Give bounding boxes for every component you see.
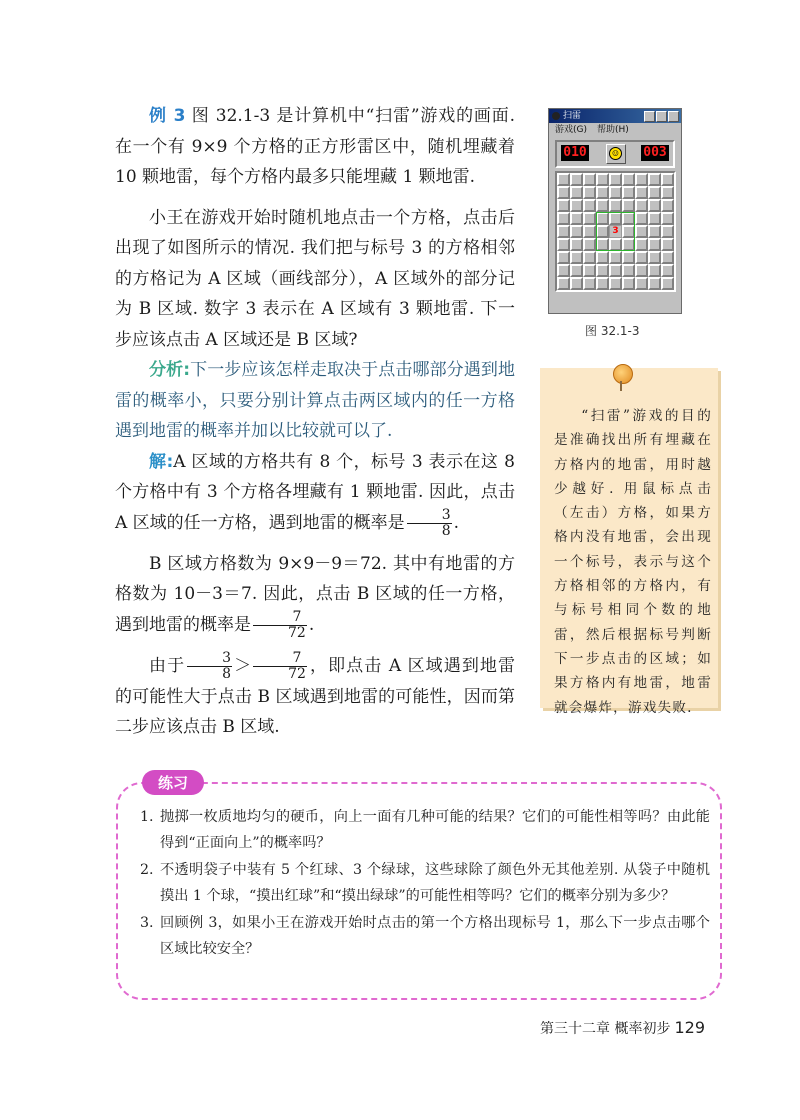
chapter-title: 第三十二章 概率初步 — [540, 1021, 671, 1037]
mine-cell — [635, 225, 648, 238]
maximize-icon — [656, 111, 667, 122]
exercise-item: 1. 抛掷一枚质地均匀的硬币，向上一面有几种可能的结果？它们的可能性相等吗？由此能得到“正面向上”的概率吗？ — [140, 809, 710, 851]
menu-game: 游戏(G) — [555, 125, 587, 135]
mine-cell — [557, 199, 570, 212]
mine-cell — [583, 186, 596, 199]
exercise-label: 练习 — [142, 770, 204, 795]
mine-cell — [622, 225, 635, 238]
mine-cell — [609, 173, 622, 186]
mine-cell — [570, 238, 583, 251]
timer: 003 — [641, 145, 669, 161]
mine-cell — [570, 225, 583, 238]
mine-cell — [596, 225, 609, 238]
mine-cell — [583, 199, 596, 212]
mine-cell — [661, 199, 674, 212]
mine-icon — [552, 112, 560, 120]
revealed-cell: 3 — [609, 225, 622, 238]
mine-cell — [635, 212, 648, 225]
mine-cell — [570, 277, 583, 290]
mine-cell — [622, 264, 635, 277]
mine-cell — [570, 251, 583, 264]
mine-cell — [648, 186, 661, 199]
mine-cell — [622, 173, 635, 186]
mine-cell — [583, 173, 596, 186]
mine-cell — [557, 251, 570, 264]
mine-field — [555, 171, 676, 292]
exercise-box — [116, 774, 722, 1000]
mine-cell — [661, 251, 674, 264]
side-note — [540, 368, 718, 716]
smiley-button — [606, 144, 626, 164]
mine-cell — [609, 264, 622, 277]
solution-a: 解:A 区域的方格共有 8 个，标号 3 表示在这 8 个方格中有 3 个方格各埋藏有 1 颗地雷. 因此，点击 A 区域的任一方格，遇到地雷的概率是 $\frac{3}{8}$ . — [115, 451, 515, 539]
menu-bar — [549, 123, 681, 137]
mine-cell — [635, 251, 648, 264]
mine-cell — [635, 199, 648, 212]
analysis-paragraph — [115, 355, 515, 447]
mine-cell — [661, 277, 674, 290]
example-scenario: 小王在游戏开始时随机地点击一个方格，点击后出现了如图所示的情况. 我们把与标号 3 的方格相邻的方格记为 A 区域（画线部分），A 区域外的部分记为 B 区域. 数字 3 表示在 A 区域有 3 颗地雷. 下一步应该点击 A 区域还是 B 区域? — [115, 207, 515, 350]
fraction-c1: $\frac{3}{8}$ — [187, 651, 232, 682]
mine-cell — [583, 277, 596, 290]
mine-cell — [622, 186, 635, 199]
mine-cell — [622, 238, 635, 251]
figure-caption: 图 32.1-3 — [585, 324, 640, 338]
analysis-text: 下一步应该怎样走取决于点击哪部分遇到地雷的概率小，只要分别计算点击两区域内的任一方格遇到地雷的概率并加以比较就可以了. — [115, 360, 515, 441]
mine-cell — [583, 212, 596, 225]
mine-cell — [661, 225, 674, 238]
example-intro-text: 图 32.1-3 是计算机中“扫雷”游戏的画面. 在一个有 9×9 个方格的正方形雷区中，随机埋藏着 10 颗地雷，每个方格内最多只能埋藏 1 颗地雷. — [115, 106, 515, 187]
mine-cell — [557, 264, 570, 277]
window-title: 扫雷 — [563, 111, 582, 121]
window-titlebar — [549, 109, 681, 123]
page-footer — [540, 1018, 705, 1038]
mine-cell — [596, 264, 609, 277]
mine-cell — [648, 251, 661, 264]
fraction-c2: $\frac{7}{72}$ — [253, 651, 307, 682]
mine-cell — [648, 212, 661, 225]
mine-cell — [648, 199, 661, 212]
mine-cell — [583, 264, 596, 277]
mine-cell — [661, 238, 674, 251]
note-text: “扫雷”游戏的目的是准确找出所有埋藏在方格内的地雷，用时越少越好. 用鼠标点击（左击）方格，如果方格内没有地雷，会出现一个标号，表示与这个方格相邻的方格内，有与标号相同个数的地雷，然后根据标号判断下一步点击的区域；如果方格内有地雷，地雷就会爆炸，游戏失败. — [554, 408, 712, 716]
page-number: 129 — [674, 1018, 705, 1037]
mine-cell — [596, 251, 609, 264]
solution-label: 解: — [149, 451, 174, 472]
pin-icon — [613, 364, 633, 384]
mine-cell — [648, 225, 661, 238]
mine-cell — [596, 238, 609, 251]
close-icon — [668, 111, 679, 122]
mine-cell — [596, 277, 609, 290]
mine-cell — [609, 199, 622, 212]
minimize-icon — [644, 111, 655, 122]
mine-cell — [583, 225, 596, 238]
solution-b: B 区域方格数为 9×9－9＝72. 其中有地雷的方格数为 10－3＝7. 因此，点击 B 区域的任一方格，遇到地雷的概率是 $\frac{7}{72}$ . — [115, 553, 515, 641]
exercise-list — [140, 804, 710, 963]
solution-a-text: A 区域的方格共有 8 个，标号 3 表示在这 8 个方格中有 3 个方格各埋藏有 1 颗地雷. 因此，点击 A 区域的任一方格，遇到地雷的概率是 — [115, 451, 515, 533]
mine-cell — [570, 264, 583, 277]
exercise-item: 2. 不透明袋子中装有 5 个红球、3 个绿球，这些球除了颜色外无其他差别. 从袋子中随机摸出 1 个球，“摸出红球”和“摸出绿球”的可能性相等吗？它们的概率分别为多少？ — [140, 862, 710, 904]
mine-cell — [583, 251, 596, 264]
mine-cell — [648, 238, 661, 251]
fraction-a: $\frac{3}{8}$ — [407, 508, 452, 539]
mine-cell — [635, 173, 648, 186]
conclusion: 由于 $\frac{3}{8}$ ＞ $\frac{7}{72}$ ，即点击 A 区域遇到地雷的可能性大于点击 B 区域遇到地雷的可能性，因而第二步应该点击 B 区域. — [115, 649, 515, 737]
mine-cell — [622, 199, 635, 212]
mine-cell — [570, 173, 583, 186]
mine-grid — [557, 173, 674, 290]
menu-help: 帮助(H) — [597, 125, 629, 135]
mine-cell — [596, 199, 609, 212]
mine-cell — [622, 212, 635, 225]
mine-cell — [661, 173, 674, 186]
mine-cell — [570, 199, 583, 212]
mine-cell — [622, 251, 635, 264]
mine-cell — [609, 238, 622, 251]
fraction-b: $\frac{7}{72}$ — [253, 610, 307, 641]
mine-cell — [596, 173, 609, 186]
status-panel — [555, 140, 675, 168]
example-intro — [115, 101, 515, 193]
mine-cell — [557, 277, 570, 290]
greater-than: ＞ — [234, 655, 252, 676]
mine-cell — [648, 173, 661, 186]
mine-cell — [635, 264, 648, 277]
mine-cell — [609, 251, 622, 264]
mine-cell — [661, 264, 674, 277]
mine-cell — [661, 212, 674, 225]
mine-cell — [622, 277, 635, 290]
mine-cell — [609, 212, 622, 225]
mine-cell — [557, 186, 570, 199]
mine-counter: 010 — [561, 145, 589, 161]
mine-cell — [557, 225, 570, 238]
main-text — [115, 101, 515, 743]
mine-cell — [609, 186, 622, 199]
mine-cell — [583, 238, 596, 251]
mine-cell — [635, 186, 648, 199]
mine-cell — [596, 186, 609, 199]
mine-cell — [609, 277, 622, 290]
mine-cell — [557, 173, 570, 186]
mine-cell — [557, 212, 570, 225]
mine-cell — [648, 277, 661, 290]
minesweeper-window — [548, 108, 682, 314]
mine-cell — [570, 186, 583, 199]
mine-cell — [557, 238, 570, 251]
mine-cell — [596, 212, 609, 225]
exercise-item: 3. 回顾例 3，如果小王在游戏开始时点击的第一个方格出现标号 1，那么下一步点击哪个区域比较安全？ — [140, 915, 710, 957]
mine-cell — [635, 238, 648, 251]
mine-cell — [648, 264, 661, 277]
mine-cell — [635, 277, 648, 290]
analysis-label: 分析: — [149, 360, 191, 380]
window-controls — [644, 111, 679, 122]
solution-b-text: B 区域方格数为 9×9－9＝72. 其中有地雷的方格数为 10－3＝7. 因此，点击 B 区域的任一方格，遇到地雷的概率是 — [115, 553, 515, 635]
mine-cell — [661, 186, 674, 199]
mine-cell — [570, 212, 583, 225]
smiley-icon: ☺ — [609, 147, 622, 160]
example-label: 例 3 — [149, 106, 186, 126]
